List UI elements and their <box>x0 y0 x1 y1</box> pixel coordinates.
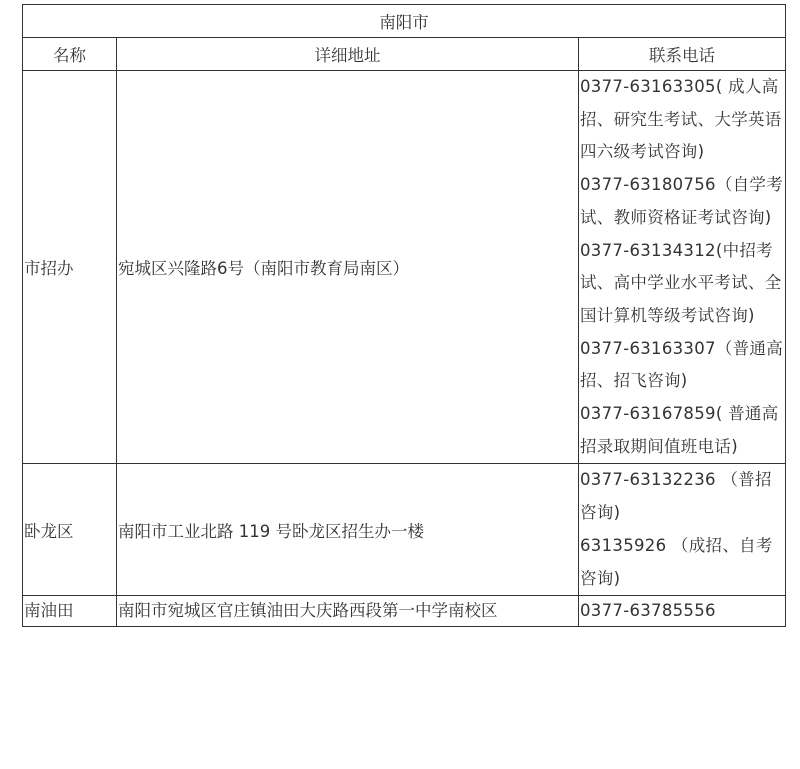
table-row <box>23 464 786 596</box>
contacts-table <box>22 4 786 627</box>
row-address: 南阳市宛城区官庄镇油田大庆路西段第一中学南校区 <box>117 596 579 627</box>
row-phones <box>579 596 786 627</box>
phone-entry: 0377-63785556 <box>580 601 716 621</box>
phone-entry: 0377-63180756（自学考试、教师资格证考试咨询) <box>580 175 784 227</box>
phone-entry: 0377-63134312(中招考试、高中学业水平考试、全国计算机等级考试咨询) <box>580 240 782 325</box>
phone-entry: 0377-63132236 （普招咨询) <box>580 470 772 523</box>
phone-entry: 0377-63163305( 成人高招、研究生考试、大学英语四六级考试咨询) <box>580 77 782 162</box>
table-title: 南阳市 <box>23 5 786 38</box>
table-row <box>23 71 786 464</box>
phone-entry: 63135926 （成招、自考咨询) <box>580 535 773 588</box>
row-address: 南阳市工业北路 119 号卧龙区招生办一楼 <box>117 464 579 596</box>
row-name: 市招办 <box>23 71 117 464</box>
table-row <box>23 596 786 627</box>
phone-entry: 0377-63163307（普通高招、招飞咨询) <box>580 338 784 391</box>
row-name: 卧龙区 <box>23 464 117 596</box>
table-title-row <box>23 5 786 38</box>
row-address: 宛城区兴隆路6号（南阳市教育局南区） <box>117 71 579 464</box>
row-phones <box>579 464 786 596</box>
header-name: 名称 <box>23 38 117 71</box>
row-name: 南油田 <box>23 596 117 627</box>
row-phones <box>579 71 786 464</box>
phone-entry: 0377-63167859( 普通高招录取期间值班电话) <box>580 404 779 456</box>
header-address: 详细地址 <box>117 38 579 71</box>
table-header-row <box>23 38 786 71</box>
header-phone: 联系电话 <box>579 38 786 71</box>
